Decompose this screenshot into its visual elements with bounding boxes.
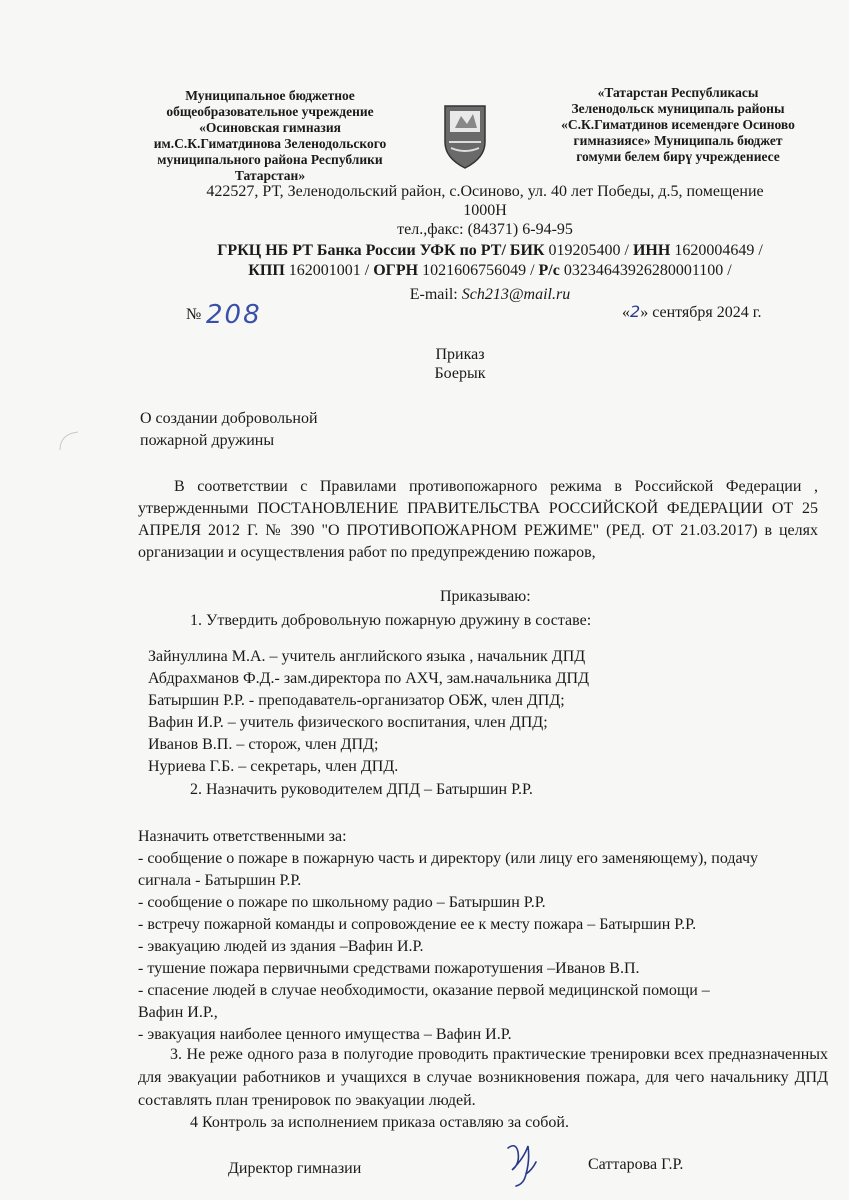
date-rest: » сентября 2024 г. [640, 304, 762, 321]
title-russian: Приказ [435, 346, 485, 363]
header-left-line: «Осиновская гимназия [199, 120, 341, 135]
bank-rs-label: Р/с [538, 262, 560, 279]
responsibles-block [138, 826, 828, 1046]
director-name: Саттарова Г.Р. [588, 1156, 684, 1173]
document-title [380, 345, 540, 383]
intro-text: В соответствии с Правилами противопожарного режима в Российской Федерации , утвержденными ПОСТАНОВЛЕНИЕ ПРАВИТЕЛЬСТВА РОССИЙСКОЙ ФЕДЕРАЦИИ ОТ 25 АПРЕЛЯ 2012 Г. № 390 "О ПРОТИВОПОЖАРНОМ РЕЖИМЕ" (РЕД. ОТ 21.03.2017) в целях организации и осуществления работ по предупреждению пожаров, [138, 478, 818, 561]
address-line: 422527, РТ, Зеленодольский район, с.Осиново, ул. 40 лет Победы, д.5, помещение [206, 183, 764, 200]
responsible-line: - сообщение о пожаре по школьному радио – Батыршин Р.Р. [138, 894, 546, 911]
order-number-handwritten: 208 [206, 300, 262, 330]
order-item-4: 4 Контроль за исполнением приказа оставляю за собой. [190, 1114, 569, 1131]
order-number-label: № [186, 306, 202, 323]
member-entry: Иванов В.П. – сторож, член ДПД; [148, 736, 379, 753]
bank-kpp: 162001001 / [284, 262, 374, 279]
responsible-line: - тушение пожара первичными средствами пожаротушения –Иванов В.П. [138, 960, 640, 977]
member-entry: Абдрахманов Ф.Д.- зам.директора по АХЧ, зам.начальника ДПД [148, 670, 589, 687]
handwritten-signature [502, 1140, 542, 1190]
order-subject [140, 408, 318, 452]
prikazyvayu-heading: Приказываю: [440, 588, 531, 605]
bank-grkc-label: ГРКЦ НБ РТ Банка России УФК по РТ/ БИК [217, 242, 545, 259]
date-day-handwritten: 2 [630, 302, 641, 321]
subject-line: пожарной дружины [140, 432, 275, 449]
responsibles-heading: Назначить ответственными за: [138, 828, 347, 845]
subject-line: О создании добровольной [140, 410, 318, 427]
bank-kpp-label: КПП [248, 262, 285, 279]
header-left-line: Муниципальное бюджетное [185, 88, 355, 103]
bank-details [170, 241, 810, 281]
email-label: E-mail: [409, 286, 462, 303]
order-item-1: 1. Утвердить добровольную пожарную дружину в составе: [190, 612, 592, 629]
responsible-line: - сообщение о пожаре в пожарную часть и директору (или лицу его заменяющему), подачу [138, 850, 759, 867]
phone-fax: тел.,факс: (84371) 6-94-95 [397, 221, 573, 238]
title-tatar: Боерык [434, 365, 486, 382]
responsible-line: Вафин И.Р., [138, 1004, 218, 1021]
director-position: Директор гимназии [228, 1160, 362, 1177]
bank-inn-label: ИНН [632, 242, 671, 259]
bank-bik: 019205400 / [544, 242, 633, 259]
header-right-line: «Татарстан Республикасы [597, 85, 759, 100]
member-entry: Зайнуллина М.А. – учитель английского языка , начальник ДПД [148, 648, 586, 665]
member-entry: Нуриева Г.Б. – секретарь, член ДПД. [148, 758, 399, 775]
members-list [148, 646, 589, 778]
order-item-2: 2. Назначить руководителем ДПД – Батыршин Р.Р. [190, 781, 533, 798]
coat-of-arms-icon [441, 102, 489, 172]
responsible-line: - эвакуация наиболее ценного имущества – Вафин И.Р. [138, 1026, 512, 1043]
header-right-line: «С.К.Гиматдинов исемендәге Осиново [561, 117, 795, 132]
date-open-quote: « [622, 304, 630, 321]
bank-ogrn: 1021606756049 / [418, 262, 539, 279]
item-3-text: 3. Не реже одного раза в полугодие проводить практические тренировки всех предназначенных для эвакуации работников и учащихся в случае возникновения пожара, для чего начальнику ДПД составлять план тренировок по эвакуации людей. [138, 1046, 828, 1109]
header-left-line: Татарстан» [234, 168, 306, 183]
address-line: 1000Н [463, 202, 507, 219]
header-right-line: гимназиясе» Муниципаль бюджет [573, 133, 783, 148]
header-left-russian [135, 88, 405, 184]
punch-hole-mark [58, 430, 82, 452]
responsible-line: - эвакуацию людей из здания –Вафин И.Р. [138, 938, 424, 955]
header-right-line: Зеленодольск муниципаль районы [571, 101, 785, 116]
header-right-line: гомуми белем бирү учреждениесе [576, 149, 780, 164]
responsible-line: сигнала - Батыршин Р.Р. [138, 872, 302, 889]
intro-paragraph [138, 476, 818, 564]
header-right-tatar [528, 85, 828, 165]
address-block [180, 182, 790, 239]
responsible-line: - спасение людей в случае необходимости, оказание первой медицинской помощи – [138, 982, 710, 999]
header-left-line: общеобразовательное учреждение [166, 104, 374, 119]
responsible-line: - встречу пожарной команды и сопровождение ее к месту пожара – Батыршин Р.Р. [138, 916, 697, 933]
email-address[interactable]: Sch213@mail.ru [461, 286, 571, 303]
order-date [622, 302, 762, 322]
bank-ogrn-label: ОГРН [373, 262, 419, 279]
header-left-line: им.С.К.Гиматдинова Зеленодольского [153, 136, 387, 151]
member-entry: Вафин И.Р. – учитель физического воспитания, член ДПД; [148, 714, 548, 731]
member-entry: Батыршин Р.Р. - преподаватель-организатор ОБЖ, член ДПД; [148, 692, 565, 709]
order-item-3 [138, 1043, 828, 1112]
header-left-line: муниципального района Республики [157, 152, 383, 167]
bank-inn: 1620004649 / [670, 242, 763, 259]
bank-rs: 03234643926280001100 / [559, 262, 732, 279]
